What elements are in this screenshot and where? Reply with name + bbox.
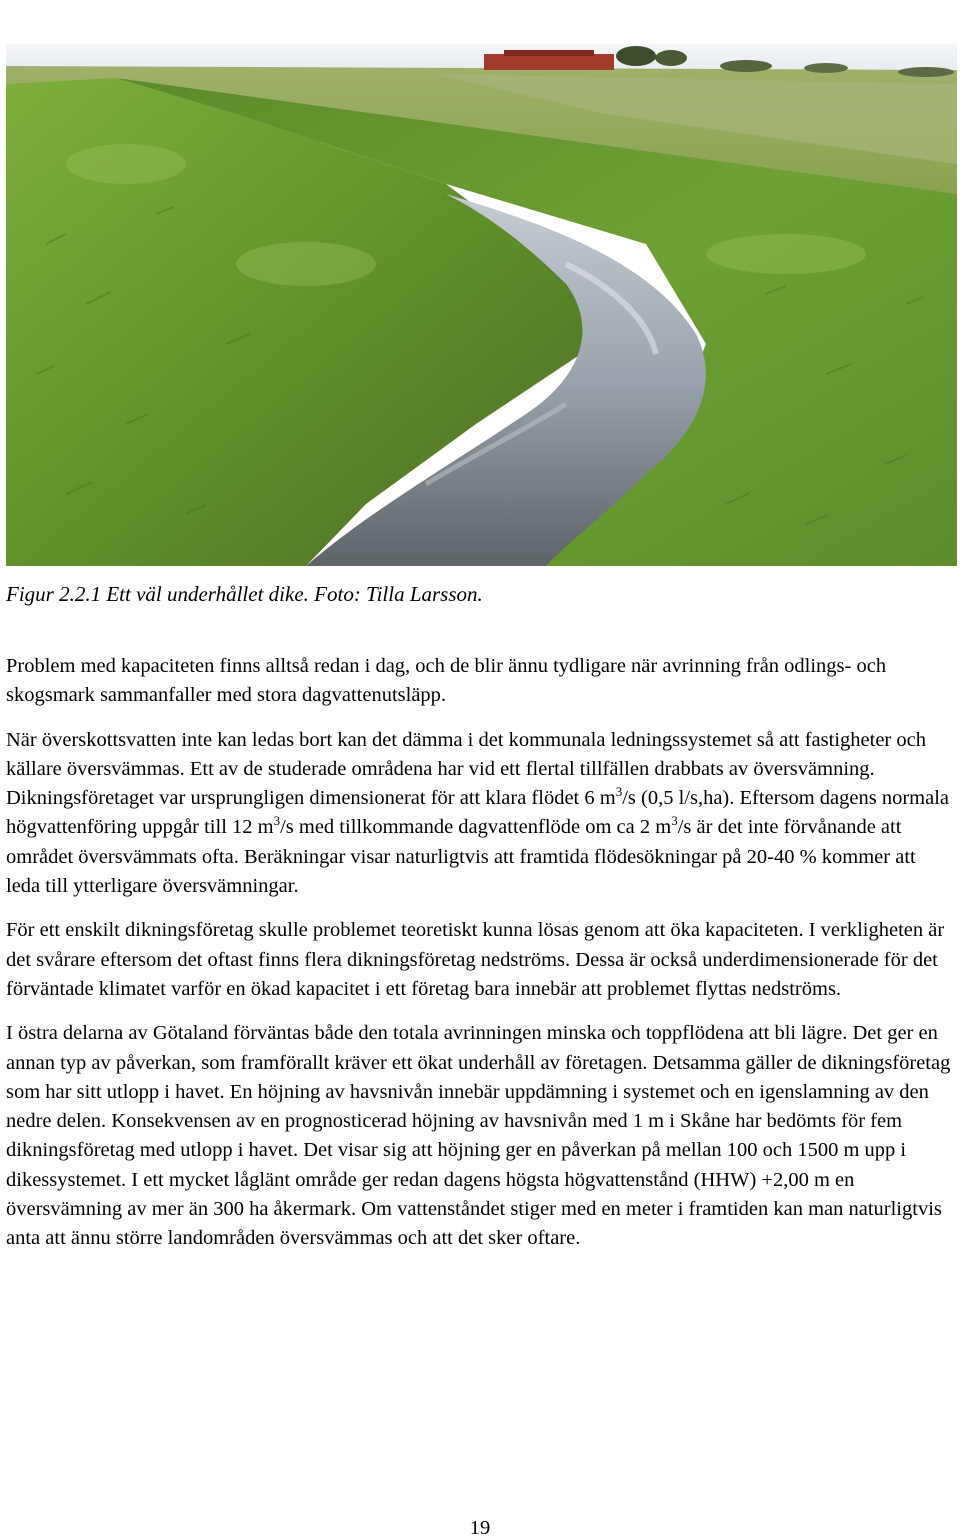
paragraph-2: När överskottsvatten inte kan ledas bort kan det dämma i det kommunala ledningssystemet så att fastigheter och källare översvämmas. Ett av de studerade områdena har vid ett flertal tillfällen drabbats av översvämning. Dikningsföretaget var ursprungligen dimensionerat för att klara flödet 6 $m^3/s$ (0,5 l/s,ha). Eftersom dagens normala högvattenföring uppgår till 12 $m^3/s$ med tillkommande dagvattenflöde om ca 2 $m^3/s$ är det inte förvånande att området översvämmats ofta. Beräkningar visar naturligtvis att framtida flödesökningar på 20-40 % kommer att leda till ytterligare översvämningar. (6, 728, 949, 898)
superscript-exponent: 3 (273, 813, 281, 829)
body-text (6, 652, 951, 1269)
paragraph-1: Problem med kapaciteten finns alltså redan i dag, och de blir ännu tydligare när avrinning från odlings- och skogsmark sammanfaller med stora dagvattenutsläpp. (6, 655, 887, 707)
paragraph-3: För ett enskilt dikningsföretag skulle problemet teoretiskt kunna lösas genom att öka kapaciteten. I verkligheten är det svårare eftersom det oftast finns flera dikningsföretag nedströms. Dessa är också underdimensionerade för det förväntade klimatet varför en ökad kapacitet i ett företag bara innebär att problemet flyttas nedströms. (6, 919, 945, 1000)
superscript-exponent: 3 (671, 813, 678, 829)
paragraph-4: I östra delarna av Götaland förväntas både den totala avrinningen minska och toppflödena att bli lägre. Det ger en annan typ av påverkan, som framförallt kräver ett ökat underhåll av företagen. Detsamma gäller de dikningsföretag som har sitt utlopp i havet. En höjning av havsnivån innebär uppdämning i systemet och en igenslamning av den nedre delen. Konsekvensen av en prognosticerad höjning av havsnivån med 1 m i Skåne har bedömts för fem dikningsföretag med utlopp i havet. Det visar sig att höjning ger en påverkan på mellan 100 och 1500 m upp i dikessystemet. I ett mycket låglänt område ger redan dagens högsta högvattenstånd (HHW) +2,00 m en översvämning av mer än 300 ha åkermark. Om vattenståndet stiger med en meter i framtiden kan man naturligtvis anta att ännu större landområden översvämmas och att det sker oftare. (6, 1022, 951, 1250)
superscript-exponent: 3 (615, 784, 623, 800)
page-number: 19 (469, 1517, 491, 1539)
ditch-photo (6, 44, 957, 566)
figure-caption: Figur 2.2.1 Ett väl underhållet dike. Foto: Tilla Larsson. (6, 582, 483, 606)
